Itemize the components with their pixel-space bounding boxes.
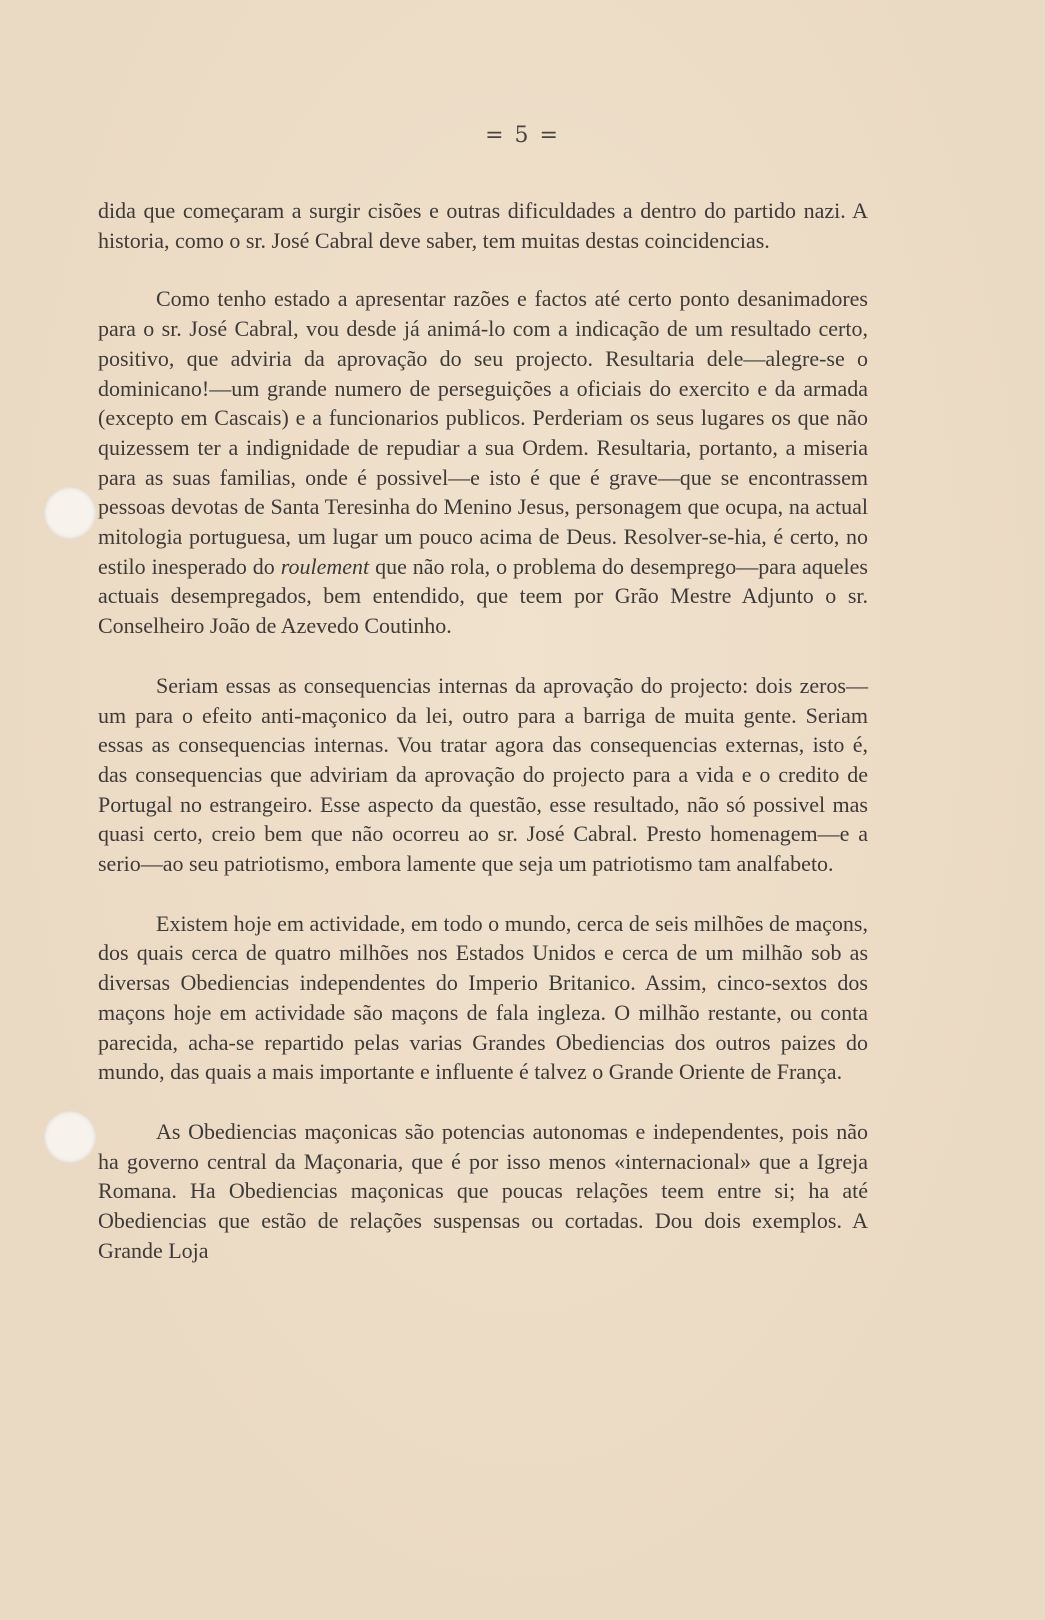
punch-hole [44,487,96,539]
paragraph-text: As Obediencias maçonicas são potencias autonomas e independentes, pois não ha governo central da Maçonaria, que é por isso menos «internacional» que a Igreja Romana. Ha Obediencias maçonicas que poucas relações teem entre si; ha até Obediencias que estão de relações suspensas ou cortadas. Dou dois exemplos. A Grande Loja [98,1118,868,1263]
paragraph [98,671,868,879]
body-text [98,196,868,1266]
paragraph [98,284,868,640]
paragraph-text: Como tenho estado a apresentar razões e factos até certo ponto desanimadores para o sr. José Cabral, vou desde já animá-lo com a indicação de um resultado certo, positivo, que adviria da aprovação do seu projecto. Resultaria dele—alegre-se o dominicano!—um grande numero de perseguições a oficiais do exercito e da armada (excepto em Cascais) e a funcionarios publicos. Perderiam os seus lugares os que não quizessem ter a indignidade de repudiar a sua Ordem. Resultaria, portanto, a miseria para as suas familias, onde é possivel—e isto é que é grave—que se encontrassem pessoas devotas de Santa Teresinha do Menino Jesus, personagem que ocupa, na actual mitologia portuguesa, um lugar um pouco acima de Deus. Resolver-se-hia, é certo, no estilo inesperado do roulement que não rola, o problema do desemprego—para aqueles actuais desempregados, bem entendido, que teem por Grão Mestre Adjunto o sr. Conselheiro João de Azevedo Coutinho. [98,286,868,639]
paragraph-text: Seriam essas as consequencias internas da aprovação do projecto: dois zeros—um para o efeito anti-maçonico da lei, outro para a barriga de muita gente. Seriam essas as consequencias internas. Vou tratar agora das consequencias externas, isto é, das consequencias que adviriam da aprovação do projecto para a vida e o credito de Portugal no estrangeiro. Esse aspecto da questão, esse resultado, não só possivel mas quasi certo, creio bem que não ocorreu ao sr. José Cabral. Presto homenagem—e a serio—ao seu patriotismo, embora lamente que seja um patriotismo tam analfabeto. [98,672,868,877]
punch-hole [44,1111,96,1163]
paragraph [98,1117,868,1266]
italic-word: roulement [280,553,370,579]
paragraph-text: Existem hoje em actividade, em todo o mundo, cerca de seis milhões de maçons, dos quais cerca de quatro milhões nos Estados Unidos e cerca de um milhão sob as diversas Obediencias independentes do Imperio Britanico. Assim, cinco-sextos dos maçons hoje em actividade são maçons de fala ingleza. O milhão restante, ou conta parecida, acha-se repartido pelas varias Grandes Obediencias dos outros paizes do mundo, das quais a mais importante e influente é talvez o Grande Oriente de França. [98,910,868,1085]
paragraph: dida que começaram a surgir cisões e outras dificuldades a dentro do partido nazi. A historia, como o sr. José Cabral deve saber, tem muitas destas coincidencias. [98,198,868,253]
paragraph [98,909,868,1087]
page-number: = 5 = [485,123,560,148]
